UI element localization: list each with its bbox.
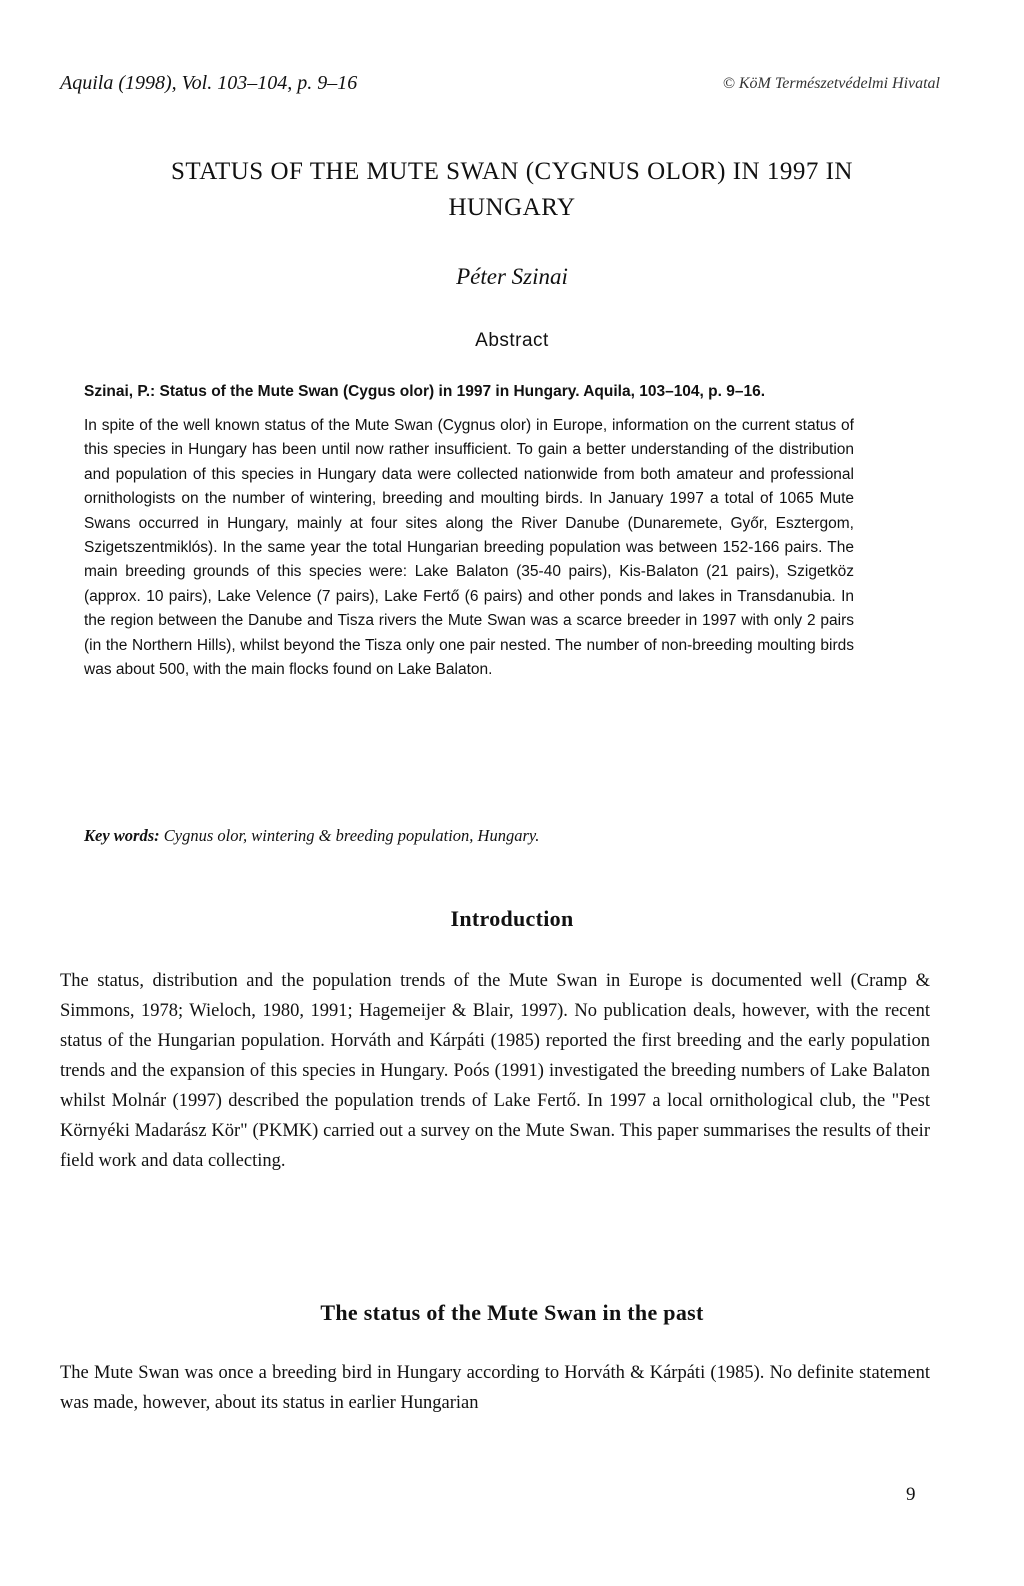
keywords-text: Cygnus olor, wintering & breeding population, Hungary.: [163, 826, 540, 845]
running-header: [60, 72, 940, 98]
past-status-heading: The status of the Mute Swan in the past: [320, 1300, 704, 1325]
keywords-line: [84, 826, 944, 846]
abstract-citation: Szinai, P.: Status of the Mute Swan (Cygus olor) in 1997 in Hungary. Aquila, 103–104, p. 9–16.: [84, 383, 766, 400]
past-status-body: [60, 1358, 930, 1418]
abstract-text: In spite of the well known status of the Mute Swan (Cygnus olor) in Europe, information on the current status of this species in Hungary has been until now rather insufficient. To gain a better understanding of the distribution and population of this species in Hungary data were collected nationwide from both amateur and professional ornithologists on the number of wintering, breeding and moulting birds. In January 1997 a total of 1065 Mute Swans occurred in Hungary, mainly at four sites along the River Danube (Dunaremete, Győr, Esztergom, Szigetszentmiklós). In the same year the total Hungarian breeding population was between 152-166 pairs. The main breeding grounds of this species were: Lake Balaton (35-40 pairs), Kis-Balaton (21 pairs), Szigetköz (approx. 10 pairs), Lake Velence (7 pairs), Lake Fertő (6 pairs) and other ponds and lakes in Transdanubia. In the region between the Danube and Tisza rivers the Mute Swan was a scarce breeder in 1997 with only 2 pairs (in the Northern Hills), whilst beyond the Tisza only one pair nested. The number of non-breeding moulting birds was about 500, with the main flocks found on Lake Balaton.: [84, 417, 854, 679]
article-title: [60, 154, 964, 226]
introduction-paragraph: The status, distribution and the population trends of the Mute Swan in Europe is documented well (Cramp & Simmons, 1978; Wieloch, 1980, 1991; Hagemeijer & Blair, 1997). No publication deals, however, with the recent status of the Hungarian population. Horváth and Kárpáti (1985) reported the first breeding and the early population trends and the expansion of this species in Hungary. Poós (1991) investigated the breeding numbers of Lake Balaton whilst Molnár (1997) described the population trends of Lake Fertő. In 1997 a local ornithological club, the "Pest Környéki Madarász Kör" (PKMK) carried out a survey on the Mute Swan. This paper summarises the results of their field work and data collecting.: [60, 971, 930, 1171]
introduction-body: [60, 966, 930, 1176]
keywords-label: Key words:: [84, 826, 160, 845]
abstract-heading: Abstract: [475, 330, 549, 351]
author-name: Péter Szinai: [456, 264, 568, 289]
page-number: 9: [906, 1484, 916, 1505]
title-line-2: HUNGARY: [448, 194, 576, 221]
title-line-1: STATUS OF THE MUTE SWAN (CYGNUS OLOR) IN 1997 IN: [171, 158, 853, 185]
abstract-block: [84, 380, 854, 693]
introduction-heading: Introduction: [450, 906, 574, 931]
past-status-paragraph: The Mute Swan was once a breeding bird in Hungary according to Horváth & Kárpáti (1985). No definite statement was made, however, about its status in earlier Hungarian: [60, 1363, 930, 1413]
journal-citation: Aquila (1998), Vol. 103–104, p. 9–16: [60, 72, 358, 94]
copyright-notice: © KöM Természetvédelmi Hivatal: [722, 75, 940, 92]
